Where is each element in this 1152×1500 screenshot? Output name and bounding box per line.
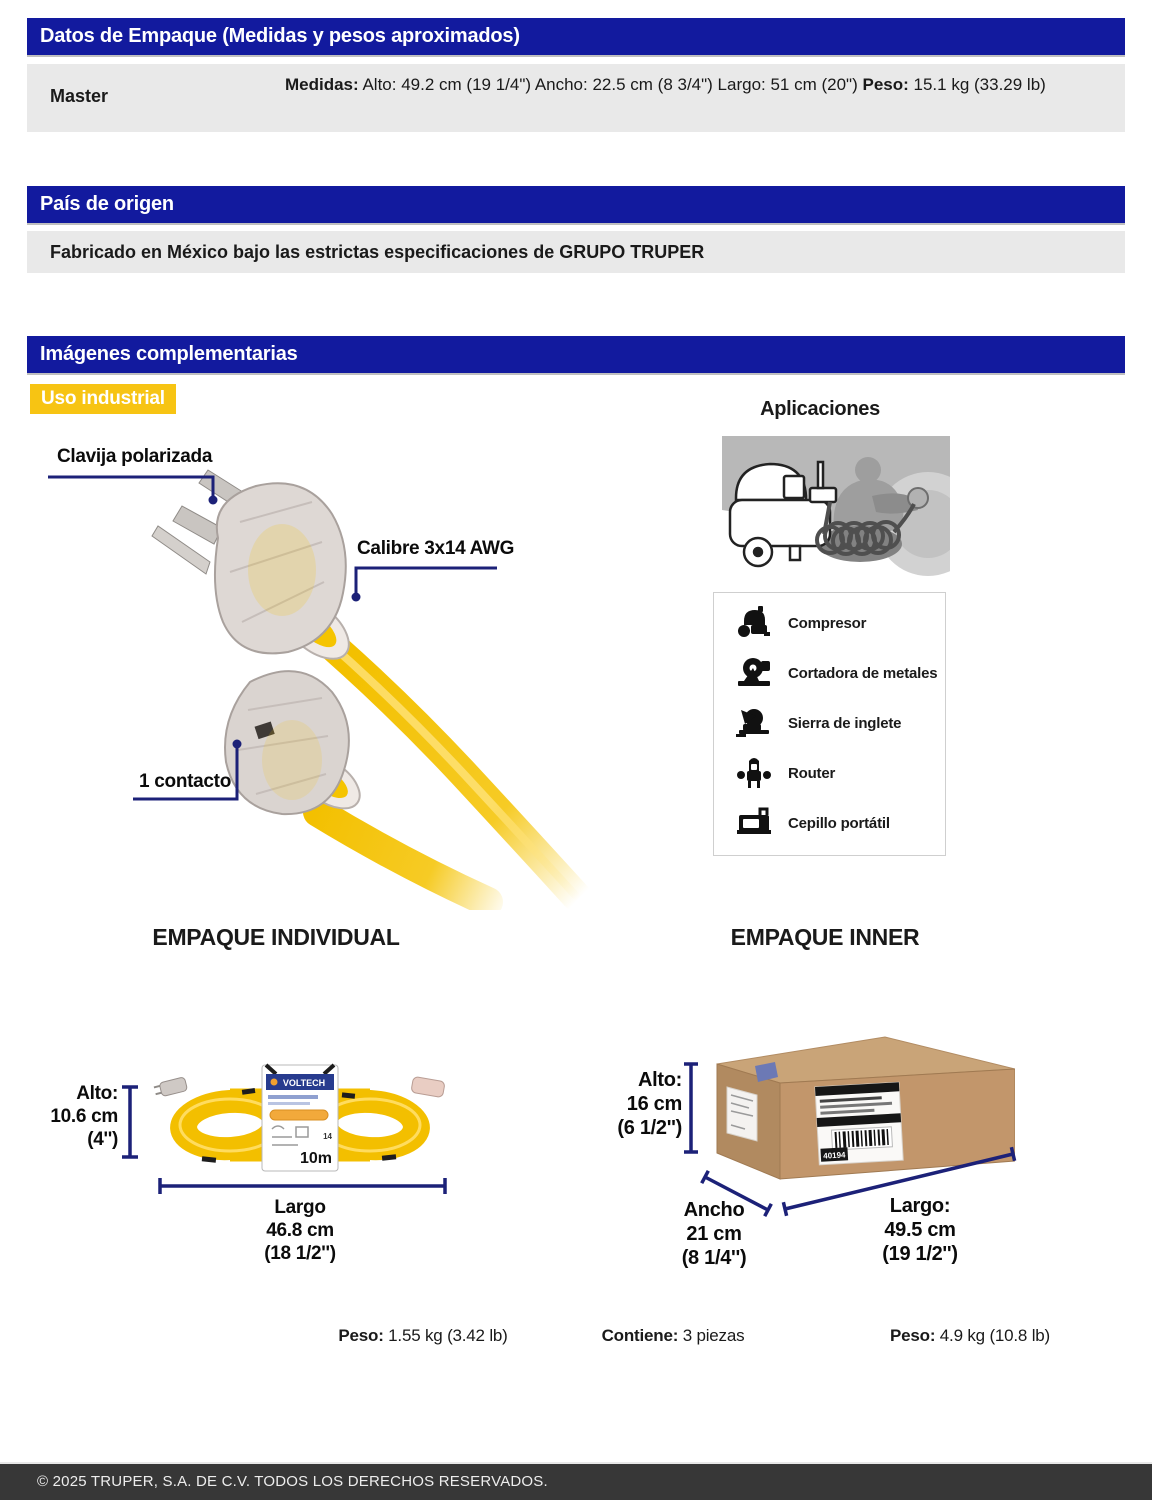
applications-title: Aplicaciones [760,398,880,420]
application-label: Compresor [788,614,867,632]
callout-calibre-label: Calibre 3x14 AWG [357,538,515,559]
packing-header-title: Datos de Empaque (Medidas y pesos aproximados) [40,25,520,47]
complementary-header-bar [27,336,1125,373]
callout-clavija-label: Clavija polarizada [57,446,213,467]
svg-text:VOLTECH: VOLTECH [282,1078,326,1088]
uso-industrial-badge: Uso industrial [30,384,176,414]
application-label: Router [788,764,836,782]
callout-lines [0,430,720,910]
origin-text: Fabricado en México bajo las estrictas especificaciones de GRUPO TRUPER [50,242,705,262]
application-label: Sierra de inglete [788,714,902,732]
origin-row [27,231,1125,273]
inner-contiene-caption: Contiene: 3 piezas [601,1326,745,1345]
individual-alto-label: Alto: 10.6 cm (4'') [50,1083,118,1150]
footer-bar [0,1462,1152,1500]
peso-label: Peso: [862,75,909,94]
application-item-cortadora [714,648,945,698]
application-label: Cortadora de metales [788,664,938,682]
individual-largo-label: Largo 46.8 cm (18 1/2'') [264,1197,336,1264]
packing-header-bar [27,18,1125,55]
svg-text:10m: 10m [299,1150,332,1167]
inner-alto-label: Alto: 16 cm (6 1/2'') [617,1069,682,1139]
cortadora-icon [728,653,780,693]
application-item-sierra [714,698,945,748]
application-label: Cepillo portátil [788,814,890,832]
svg-text:14: 14 [323,1132,332,1141]
application-item-router [714,748,945,798]
medidas-value: Alto: 49.2 cm (19 1/4") Ancho: 22.5 cm (8 3/4") Largo: 51 cm (20") [358,75,863,94]
inner-largo-label: Largo: 49.5 cm (19 1/2'') [882,1195,958,1265]
application-item-compresor [714,598,945,648]
inner-peso-caption: Peso: 4.9 kg (10.8 lb) [889,1326,1051,1345]
svg-text:40194: 40194 [822,1150,846,1161]
origin-header-bar [27,186,1125,223]
packing-master-row [27,64,1125,132]
compresor-icon [728,603,780,643]
individual-peso-caption: Peso: 1.55 kg (3.42 lb) [338,1326,508,1345]
origin-header-title: País de origen [40,193,174,215]
copyright-text: © 2025 TRUPER, S.A. DE C.V. TODOS LOS DERECHOS RESERVADOS. [37,1473,548,1490]
callout-contacto-label: 1 contacto [139,771,232,792]
complementary-header-title: Imágenes complementarias [40,343,298,365]
individual-title: EMPAQUE INDIVIDUAL [152,924,400,950]
inner-ancho-label: Ancho 21 cm (8 1/4'') [681,1199,747,1269]
medidas-label: Medidas: [285,75,359,94]
router-icon [728,753,780,793]
compressor-usage-illustration [722,436,950,586]
sierra-icon [728,703,780,743]
packing-measurements [285,72,1105,98]
packing-row-label: Master [50,86,109,106]
peso-value: 15.1 kg (33.29 lb) [908,75,1046,94]
cepillo-icon [728,803,780,843]
applications-list [713,592,946,856]
inner-title: EMPAQUE INNER [730,924,920,950]
application-item-cepillo [714,798,945,848]
